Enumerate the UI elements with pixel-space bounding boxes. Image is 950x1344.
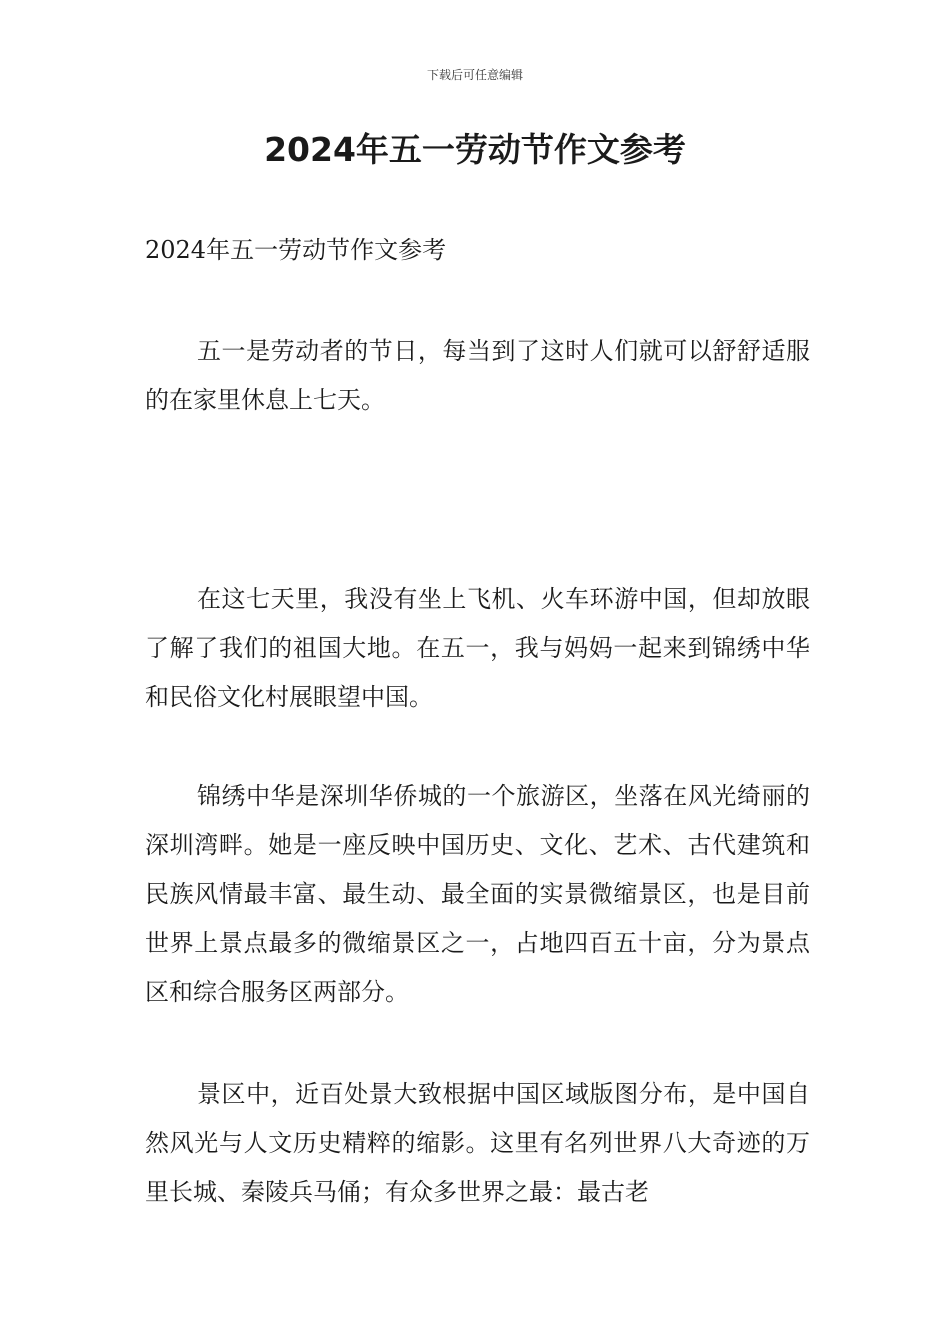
document-title: 2024年五一劳动节作文参考 <box>264 130 686 169</box>
document-subtitle: 2024年五一劳动节作文参考 <box>145 236 447 264</box>
paragraph-1: 五一是劳动者的节日，每当到了这时人们就可以舒舒适服的在家里休息上七天。 <box>145 337 810 414</box>
paragraph-2: 在这七天里，我没有坐上飞机、火车环游中国，但却放眼了解了我们的祖国大地。在五一，我与妈妈一起来到锦绣中华和民俗文化村展眼望中国。 <box>145 585 810 711</box>
paragraph-4: 景区中，近百处景大致根据中国区域版图分布，是中国自然风光与人文历史精粹的缩影。这里有名列世界八大奇迹的万里长城、秦陵兵马俑；有众多世界之最：最古老 <box>145 1080 810 1206</box>
header-note: 下载后可任意编辑 <box>426 68 523 82</box>
paragraph-3: 锦绣中华是深圳华侨城的一个旅游区，坐落在风光绮丽的深圳湾畔。她是一座反映中国历史、文化、艺术、古代建筑和民族风情最丰富、最生动、最全面的实景微缩景区，也是目前世界上景点最多的微缩景区之一，占地四百五十亩，分为景点区和综合服务区两部分。 <box>145 782 810 1006</box>
